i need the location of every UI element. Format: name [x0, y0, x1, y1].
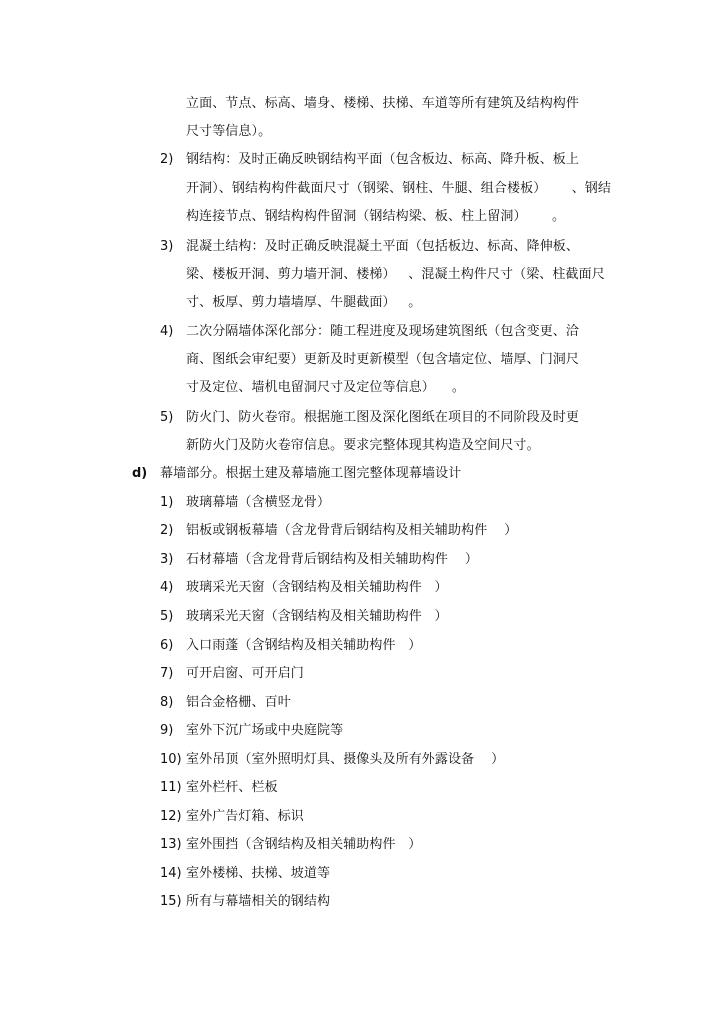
item-d2-text: 铝板或钢板幕墙（含龙骨背后钢结构及相关辅助构件 ）: [186, 523, 518, 538]
item-c2-number: 2): [160, 152, 174, 167]
item-c5-number: 5): [160, 410, 174, 425]
item-d2-number: 2): [160, 523, 174, 538]
item-d14-number: 14): [160, 866, 182, 881]
item-d5-number: 5): [160, 609, 174, 624]
item-d3-number: 3): [160, 552, 174, 567]
item-d11-number: 11): [160, 780, 182, 795]
item-c4-line-2: 商、图纸会审纪要）更新及时更新模型（包含墙定位、墙厚、门洞尺: [186, 352, 580, 367]
item-d13-text: 室外围挡（含钢结构及相关辅助构件 ）: [186, 837, 422, 852]
item-c2-line-2: 开洞）、钢结构构件截面尺寸（钢梁、钢柱、牛腿、组合楼板） 、钢结: [186, 181, 611, 196]
item-d13-number: 13): [160, 837, 182, 852]
continuation-line-1: 立面、节点、标高、墙身、楼梯、扶梯、车道等所有建筑及结构构件: [186, 96, 580, 111]
item-c2-line-1: 钢结构：及时正确反映钢结构平面（包含板边、标高、降升板、板上: [186, 152, 580, 167]
item-d15-number: 15): [160, 894, 182, 909]
item-d10-text: 室外吊顶（室外照明灯具、摄像头及所有外露设备 ）: [186, 752, 505, 767]
item-d15-text: 所有与幕墙相关的钢结构: [186, 894, 331, 909]
item-d1-text: 玻璃幕墙（含横竖龙骨）: [186, 495, 331, 510]
item-c3-number: 3): [160, 239, 174, 254]
item-d9-text: 室外下沉广场或中央庭院等: [186, 723, 344, 738]
item-d4-text: 玻璃采光天窗（含钢结构及相关辅助构件 ）: [186, 580, 448, 595]
item-c2-line-3: 构连接节点、钢结构构件留洞（钢结构梁、板、柱上留洞） 。: [186, 209, 566, 224]
item-d9-number: 9): [160, 723, 174, 738]
item-d12-number: 12): [160, 809, 182, 824]
item-d3-text: 石材幕墙（含龙骨背后钢结构及相关辅助构件 ）: [186, 552, 479, 567]
item-c5-line-2: 新防火门及防火卷帘信息。要求完整体现其构造及空间尺寸。: [186, 438, 540, 453]
item-d11-text: 室外栏杆、栏板: [186, 780, 278, 795]
item-d7-number: 7): [160, 666, 174, 681]
item-d4-number: 4): [160, 580, 174, 595]
item-d8-text: 铝合金格栅、百叶: [186, 695, 291, 710]
item-d10-number: 10): [160, 752, 182, 767]
item-d7-text: 可开启窗、可开启门: [186, 666, 304, 681]
item-d8-number: 8): [160, 695, 174, 710]
item-c5-line-1: 防火门、防火卷帘。根据施工图及深化图纸在项目的不同阶段及时更: [186, 410, 580, 425]
continuation-line-2: 尺寸等信息）。: [186, 124, 272, 139]
item-d6-number: 6): [160, 638, 174, 653]
section-d-heading: 幕墙部分。根据土建及幕墙施工图完整体现幕墙设计: [160, 466, 462, 481]
section-d-label: d): [132, 466, 148, 481]
item-d1-number: 1): [160, 495, 174, 510]
item-c3-line-1: 混凝土结构：及时正确反映混凝土平面（包括板边、标高、降伸板、: [186, 239, 580, 254]
item-c4-line-3: 寸及定位、墙机电留洞尺寸及定位等信息） 。: [186, 380, 465, 395]
item-c3-line-3: 寸、板厚、剪力墙墙厚、牛腿截面） 。: [186, 295, 422, 310]
item-d12-text: 室外广告灯箱、标识: [186, 809, 304, 824]
item-d14-text: 室外楼梯、扶梯、坡道等: [186, 866, 331, 881]
item-c3-line-2: 梁、楼板开洞、剪力墙开洞、楼梯） 、混凝土构件尺寸（梁、柱截面尺: [186, 267, 605, 282]
item-d5-text: 玻璃采光天窗（含钢结构及相关辅助构件 ）: [186, 609, 448, 624]
item-c4-number: 4): [160, 324, 174, 339]
item-c4-line-1: 二次分隔墙体深化部分：随工程进度及现场建筑图纸（包含变更、洽: [186, 324, 580, 339]
item-d6-text: 入口雨蓬（含钢结构及相关辅助构件 ）: [186, 638, 422, 653]
